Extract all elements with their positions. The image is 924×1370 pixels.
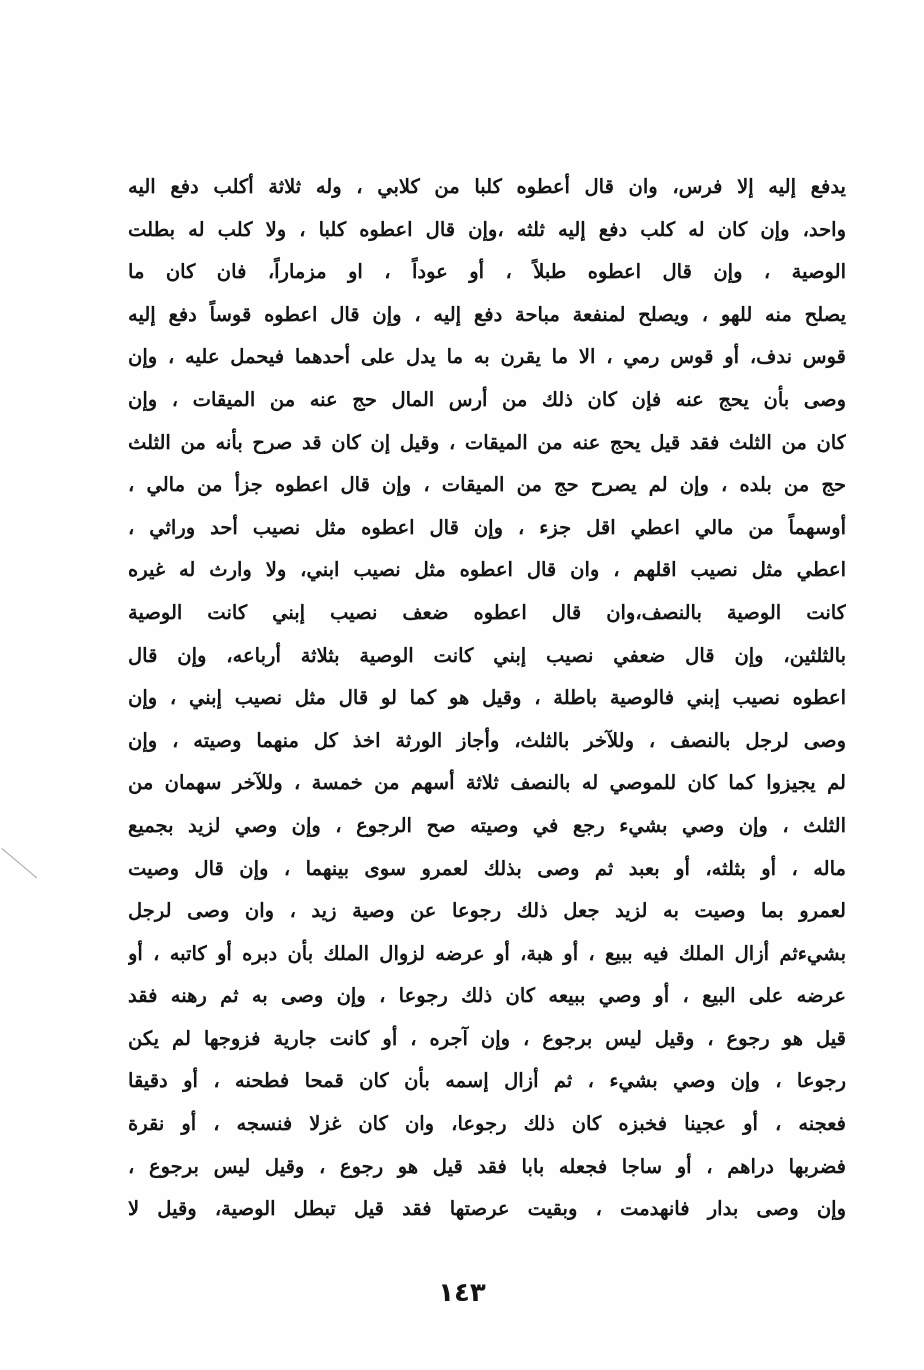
text-line: أوسهماً من مالي اعطي اقل جزء ، وإن قال اعطوه مثل نصيب أحد وراثي ، <box>128 515 846 539</box>
text-line: كان من الثلث فقد قيل يحج عنه من الميقات ، وقيل إن كان قد صرح بأنه من الثلث <box>128 430 846 454</box>
page-number: ١٤٣ <box>438 1278 486 1308</box>
text-line: وصى بأن يحج عنه فإن كان ذلك من أرس المال حج عنه من الميقات ، وإن <box>128 387 846 411</box>
text-line: ماله ، أو بثلثه، أو بعبد ثم وصى بذلك لعمرو سوى بينهما ، وإن قال وصيت <box>128 856 846 880</box>
page-body-text <box>128 166 846 1231</box>
text-line: فضربها دراهم ، أو ساجا فجعله بابا فقد قيل هو رجوع ، وقيل ليس برجوع ، <box>128 1154 846 1178</box>
text-line: واحد، وإن كان له كلب دفع إليه ثلثه ،وإن قال اعطوه كلبا ، ولا كلب له بطلت <box>128 217 846 241</box>
text-line: يصلح منه للهو ، ويصلح لمنفعة مباحة دفع إليه ، وإن قال اعطوه قوساً دفع إليه <box>128 302 846 326</box>
text-line: اعطي مثل نصيب اقلهم ، وان قال اعطوه مثل نصيب ابني، ولا وارث له غيره <box>128 558 846 582</box>
text-line: عرضه على البيع ، أو وصي ببيعه كان ذلك رجوعا ، وإن وصى به ثم رهنه فقد <box>128 984 846 1008</box>
text-line: الوصية ، وإن قال اعطوه طبلاً ، أو عوداً ، او مزماراً، فان كان ما <box>128 260 846 284</box>
scan-mark <box>1 848 37 878</box>
text-line: وإن وصى بدار فانهدمت ، وبقيت عرصتها فقد قيل تبطل الوصية، وقيل لا <box>128 1197 846 1221</box>
text-line: اعطوه نصيب إبني فالوصية باطلة ، وقيل هو كما لو قال مثل نصيب إبني ، وإن <box>128 686 846 710</box>
text-line: قوس ندف، أو قوس رمي ، الا ما يقرن به ما يدل على أحدهما فيحمل عليه ، وإن <box>128 345 846 369</box>
text-line: بالثلثين، وإن قال ضعفي نصيب إبني كانت الوصية بثلاثة أرباعه، وإن قال <box>128 643 846 667</box>
text-line: حج من بلده ، وإن لم يصرح حج من الميقات ، وإن قال اعطوه جزأ من مالي ، <box>128 473 846 497</box>
text-line: فعجنه ، أو عجينا فخبزه كان ذلك رجوعا، وان كان غزلا فنسجه ، أو نقرة <box>128 1112 846 1136</box>
text-line: الثلث ، وإن وصي بشيء رجع في وصيته صح الرجوع ، وإن وصي لزيد بجميع <box>128 813 846 837</box>
text-line: يدفع إليه إلا فرس، وان قال أعطوه كلبا من كلابي ، وله ثلاثة أكلب دفع اليه <box>128 175 846 198</box>
text-line: قيل هو رجوع ، وقيل ليس برجوع ، وإن آجره ، أو كانت جارية فزوجها لم يكن <box>128 1026 846 1050</box>
text-line: كانت الوصية بالنصف،وان قال اعطوه ضعف نصيب إبني كانت الوصية <box>128 600 846 624</box>
text-line: بشيءثم أزال الملك فيه ببيع ، أو هبة، أو عرضه لزوال الملك بأن دبره أو كاتبه ، أو <box>128 941 846 965</box>
text-line: وصى لرجل بالنصف ، وللآخر بالثلث، وأجاز الورثة اخذ كل منهما وصيته ، وإن <box>128 728 846 752</box>
text-line: لم يجيزوا كما كان للموصي له بالنصف ثلاثة أسهم من خمسة ، وللآخر سهمان من <box>128 771 846 795</box>
text-line: لعمرو بما وصيت به لزيد جعل ذلك رجوعا عن وصية زيد ، وان وصى لرجل <box>128 899 846 923</box>
text-line: رجوعا ، وإن وصي بشيء ، ثم أزال إسمه بأن كان قمحا فطحنه ، أو دقيقا <box>128 1069 846 1093</box>
